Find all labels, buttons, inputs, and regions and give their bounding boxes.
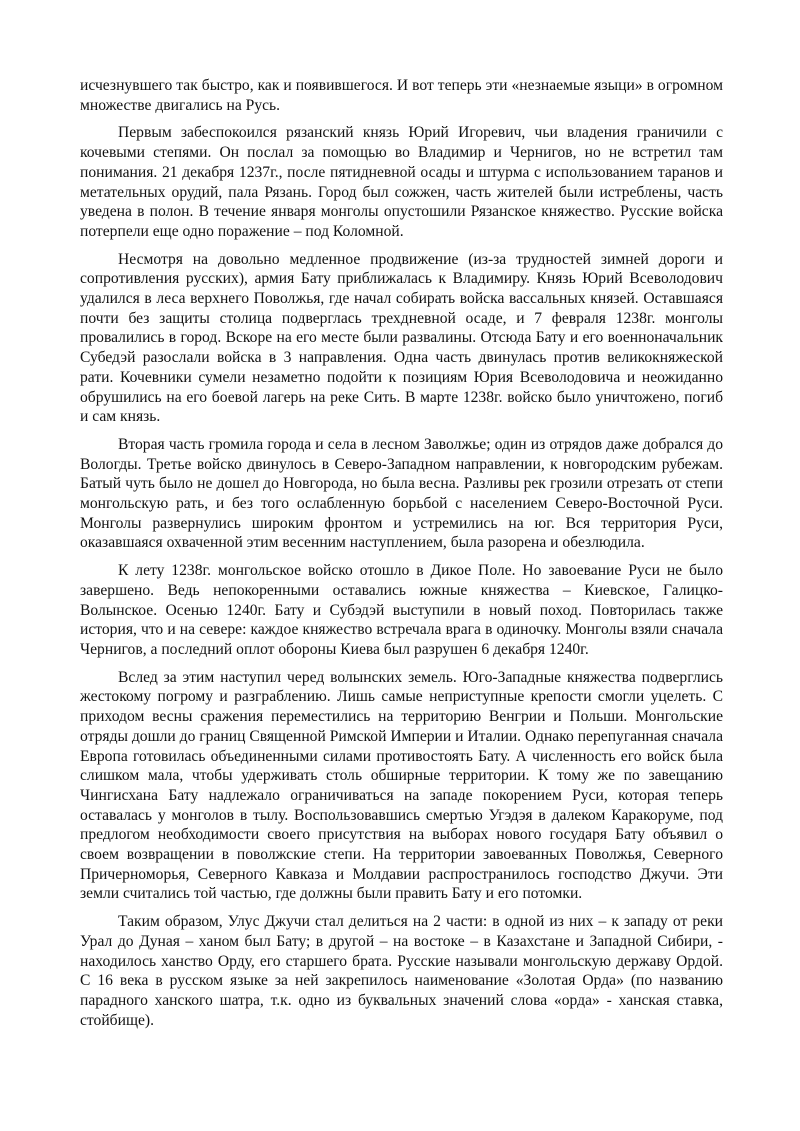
paragraph-5: К лету 1238г. монгольское войско отошло в Дикое Поле. Но завоевание Руси не было завершено. Ведь непокоренными оставались южные княжества – Киевское, Галицко-Волынское. Осенью 1240г. Бату и Субэдэй выступили в новый поход. Повторилась также история, что и на севере: каждое княжество встречала врага в одиночку. Монголы взяли сначала Чернигов, а последний оплот обороны Киева был разрушен 6 декабря 1240г. — [80, 562, 723, 658]
paragraph-6: Вслед за этим наступил черед волынских земель. Юго-Западные княжества подверглись жестокому погрому и разграблению. Лишь самые неприступные крепости смогли уцелеть. С приходом весны сражения переместились на территорию Венгрии и Польши. Монгольские отряды дошли до границ Священной Римской Империи и Италии. Однако перепуганная сначала Европа готовилась объединенными силами противостоять Бату. А численность его войск была слишком мала, чтобы удерживать столь обширные территории. К тому же по завещанию Чингисхана Бату надлежало ограничиваться на западе покорением Руси, которая теперь оставалась у монголов в тылу. Воспользовавшись смертью Угэдэя в далеком Каракоруме, под предлогом необходимости своего присутствия на выборах нового государя Бату объявил о своем возвращении в поволжские степи. На территории завоеванных Поволжья, Северного Причерноморья, Северного Кавказа и Молдавии распространилось господство Джучи. Эти земли считались той частью, где должны были править Бату и его потомки. — [80, 668, 723, 903]
paragraph-2: Первым забеспокоился рязанский князь Юрий Игоревич, чьи владения граничили с кочевыми степями. Он послал за помощью во Владимир и Чернигов, но не встретил там понимания. 21 декабря 1237г., после пятидневной осады и штурма с использованием таранов и метательных орудий, пала Рязань. Город был сожжен, часть жителей были истреблены, часть уведена в полон. В течение января монголы опустошили Рязанское княжество. Русские войска потерпели еще одно поражение – под Коломной. — [80, 124, 723, 240]
document-page — [80, 76, 723, 1038]
paragraph-7: Таким образом, Улус Джучи стал делиться на 2 части: в одной из них – к западу от реки Урал до Дуная – ханом был Бату; в другой – на востоке – в Казахстане и Западной Сибири, - находилось ханство Орду, его старшего брата. Русские называли монгольскую державу Ордой. С 16 века в русском языке за ней закрепилось наименование «Золотая Орда» (по названию парадного ханского шатра, т.к. одно из буквальных значений слова «орда» - ханская ставка, стойбище). — [80, 913, 723, 1029]
paragraph-4: Вторая часть громила города и села в лесном Заволжье; один из отрядов даже добрался до Вологды. Третье войско двинулось в Северо-Западном направлении, к новгородским рубежам. Батый чуть было не дошел до Новгорода, но была весна. Разливы рек грозили отрезать от степи монгольскую рать, и без того ослабленную борьбой с населением Северо-Восточной Руси. Монголы развернулись широким фронтом и устремились на юг. Вся территория Руси, оказавшаяся охваченной этим весенним наступлением, была разорена и обезлюдила. — [80, 435, 723, 552]
paragraph-3: Несмотря на довольно медленное продвижение (из-за трудностей зимней дороги и сопротивления русских), армия Бату приближалась к Владимиру. Князь Юрий Всеволодович удалился в леса верхнего Поволжья, где начал собирать войска вассальных князей. Оставшаяся почти без защиты столица подверглась трехдневной осаде, и 7 февраля 1238г. монголы провалились в город. Вскоре на его месте были развалины. Отсюда Бату и его военноначальник Субедэй разослали войска в 3 направления. Одна часть двинулась против великокняжеской рати. Кочевники сумели незаметно подойти к позициям Юрия Всеволодовича и неожиданно обрушились на его боевой лагерь на реке Сить. В марте 1238г. войско было уничтожено, погиб и сам князь. — [80, 250, 723, 426]
paragraph-1: исчезнувшего так быстро, как и появившегося. И вот теперь эти «незнаемые языци» в огромном множестве двигались на Русь. — [80, 77, 723, 114]
